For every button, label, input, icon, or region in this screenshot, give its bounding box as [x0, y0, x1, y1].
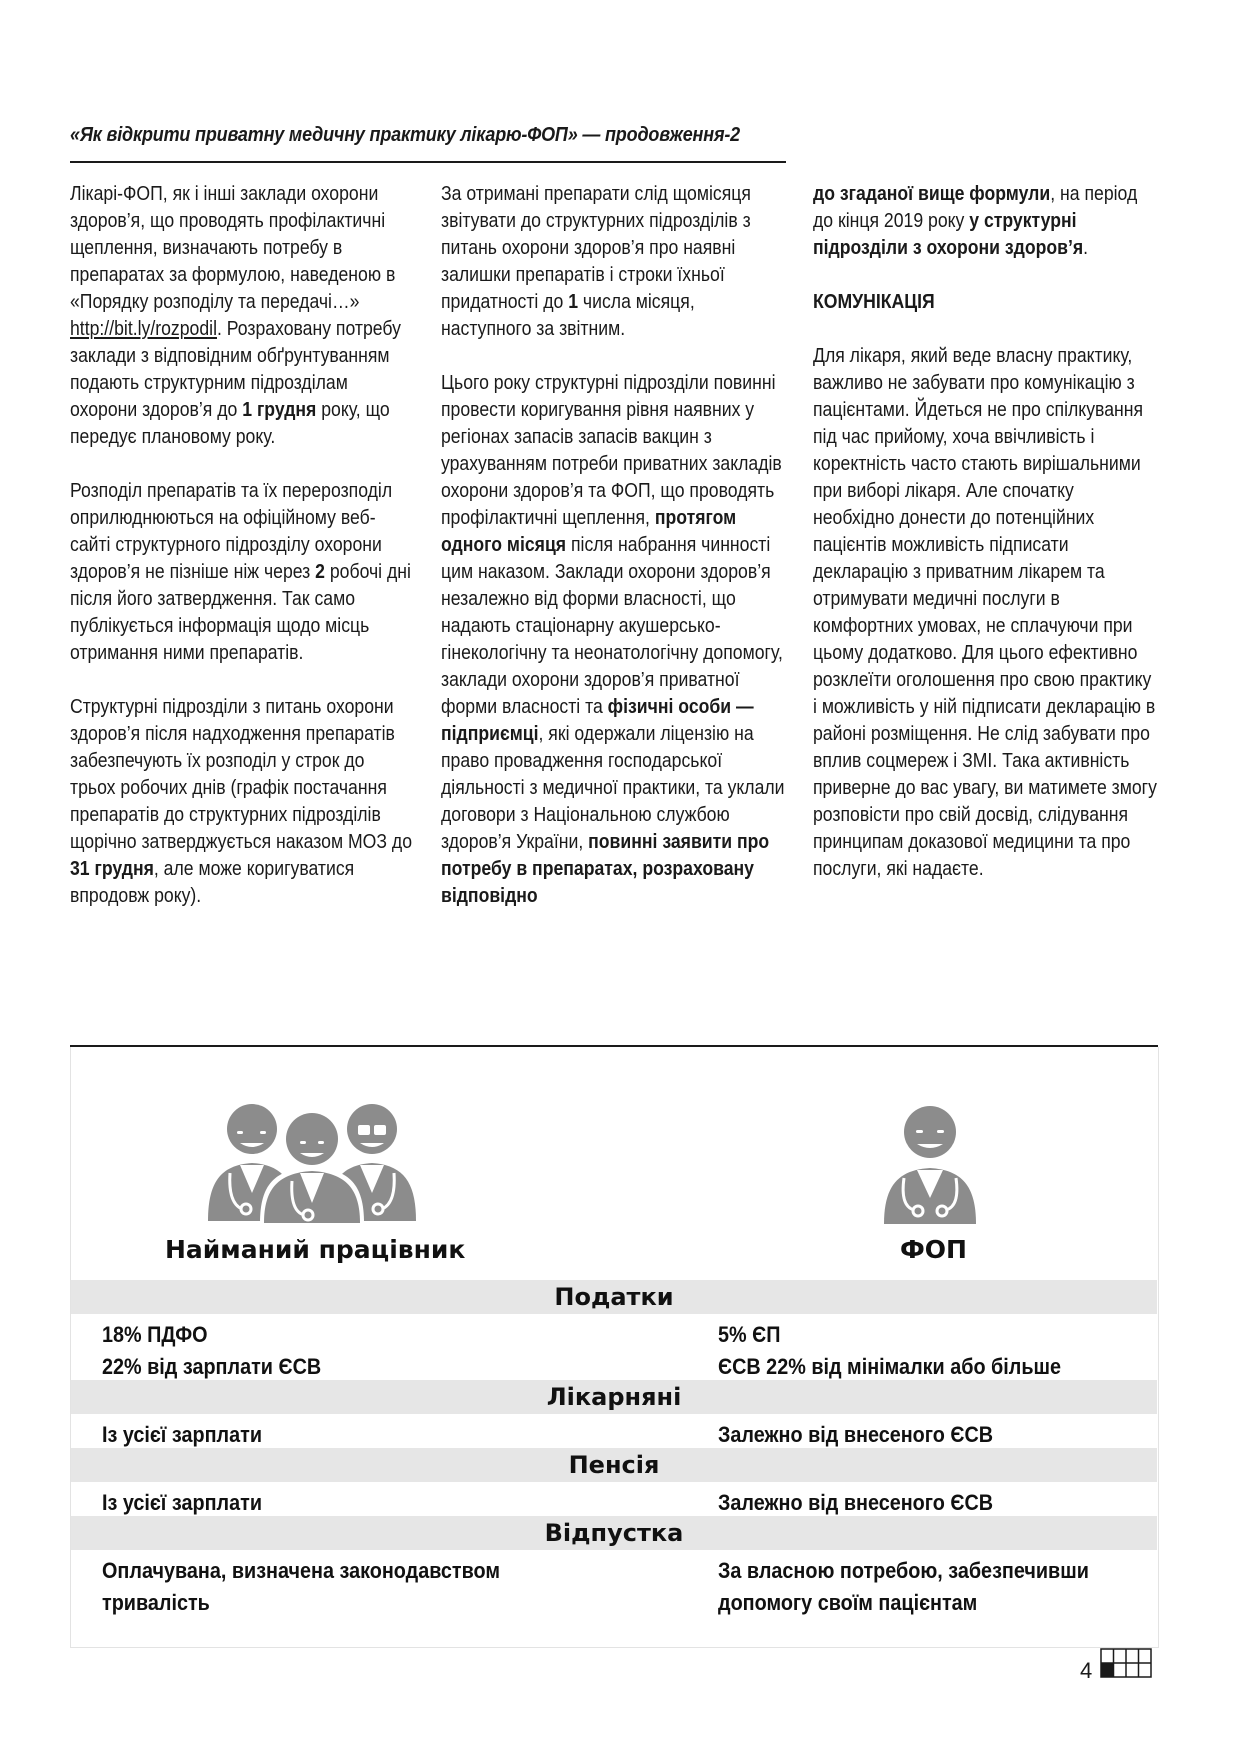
header-divider — [70, 161, 786, 163]
taxes-left-line-1: 18% ПДФО — [102, 1322, 208, 1347]
taxes-right-line-2: ЄСВ 22% від мінімалки або більше — [718, 1354, 1062, 1379]
taxes-left-line-2: 22% від зарплати ЄСВ — [102, 1354, 322, 1379]
doctor-icon — [880, 1098, 980, 1224]
taxes-right-line-1: 5% ЄП — [718, 1322, 781, 1347]
section-taxes-heading: Податки — [71, 1280, 1157, 1314]
text-column-2 — [441, 180, 785, 936]
paragraph: Лікарі-ФОП, як і інші заклади охорони здоров’я, що проводять профілактичні щеплення, визначають потребу в препаратах за формулою, наведеною в «Порядку розподілу та передачі…» http://bit.ly/rozpodil. Розраховану потребу заклади з відповідним обґрунтуванням подають структурним підрозділам охорони здоров’я до 1 грудня року, що передує плановому року. — [70, 182, 401, 448]
section-pension-heading: Пенсія — [71, 1448, 1157, 1482]
vacation-left-line-2: тривалість — [102, 1590, 210, 1615]
section-vacation-heading: Відпустка — [71, 1516, 1157, 1550]
vacation-left-line-1: Оплачувана, визначена законодавством — [102, 1558, 500, 1583]
paragraph: Розподіл препаратів та їх перерозподіл оприлюднюються на офіційному веб-сайті структурного підрозділу охорони здоров’я не пізніше ніж через 2 робочі дні після його затвердження. Так само публікується інформація щодо місць отримання ними препаратів. — [70, 479, 411, 664]
pension-left: Із усієї зарплати — [102, 1490, 262, 1515]
vacation-right-line-2: допомогу своїм пацієнтам — [718, 1590, 978, 1615]
grid-mark-icon — [1100, 1648, 1152, 1678]
sick-leave-right: Залежно від внесеного ЄСВ — [718, 1422, 994, 1447]
paragraph: Для лікаря, який веде власну практику, важливо не забувати про комунікацію з пацієнтами. Йдеться не про спілкування під час прийому, хоча ввічливість і коректність часто стають вирішальними при виборі лікаря. Але спочатку необхідно донести до потенційних пацієнтів можливість підписати декларацію з приватним лікарем та отримувати медичні послуги в комфортних умовах, не сплачуючи при цьому додатково. Для цього ефективно розклеїти оголошення про свою практику і можливість у ній підписати декларацію в районі розміщення. Не слід забувати про вплив соцмереж і ЗМІ. Така активність приверне до вас увагу, ви матимете змогу розповісти про свій досвід, слідування принципам доказової медицини та про послуги, які надаєте. — [813, 344, 1157, 880]
section-heading: КОМУНІКАЦІЯ — [813, 290, 935, 313]
text-column-1 — [70, 180, 414, 936]
three-doctors-icon — [200, 1093, 424, 1223]
pension-right: Залежно від внесеного ЄСВ — [718, 1490, 994, 1515]
vacation-right-line-1: За власною потребою, забезпечивши — [718, 1558, 1089, 1583]
text-column-3 — [813, 180, 1157, 909]
paragraph: За отримані препарати слід щомісяця звітувати до структурних підрозділів з питань охорони здоров’я про наявні залишки препаратів і строки їхньої придатності до 1 числа місяця, наступного за звітним. — [441, 182, 751, 340]
paragraph: Цього року структурні підрозділи повинні провести коригування рівня наявних у регіонах запасів запасів вакцин з урахуванням потреби приватних закладів охорони здоров’я та ФОП, що проводять профілактичні щеплення, протягом одного місяця після набрання чинності цим наказом. Заклади охорони здоров’я незалежно від форми власності, що надають стаціонарну акушерсько-гінекологічну та неонатологічну допомогу, заклади охорони здоров’я приватної форми власності та фізичні особи — підприємці, які одержали ліцензію на право провадження господарської діяльності з медичної практики, та уклали договори з Національною службою здоров’я України, повинні заявити про потребу в препаратах, розраховану відповідно — [441, 371, 785, 907]
page-number: 4 — [1080, 1658, 1093, 1683]
page-title: «Як відкрити приватну медичну практику лікарю-ФОП» — продовження-2 — [70, 124, 741, 146]
paragraph: Структурні підрозділи з питань охорони здоров’я після надходження препаратів забезпечують їх розподіл у строк до трьох робочих днів (графік постачання препаратів до структурних підрозділів щорічно затверджується наказом МОЗ до 31 грудня, але може коригуватися впродовж року). — [70, 695, 413, 907]
employee-title: Найманий працівник — [165, 1235, 466, 1264]
sick-leave-left: Із усієї зарплати — [102, 1422, 262, 1447]
rozpodil-link[interactable]: http://bit.ly/rozpodil — [70, 317, 217, 340]
fop-title: ФОП — [900, 1235, 967, 1264]
section-sick-leave-heading: Лікарняні — [71, 1380, 1157, 1414]
paragraph: до згаданої вище формули, на період до кінця 2019 року у структурні підрозділи з охорони здоров’я. — [813, 182, 1138, 259]
